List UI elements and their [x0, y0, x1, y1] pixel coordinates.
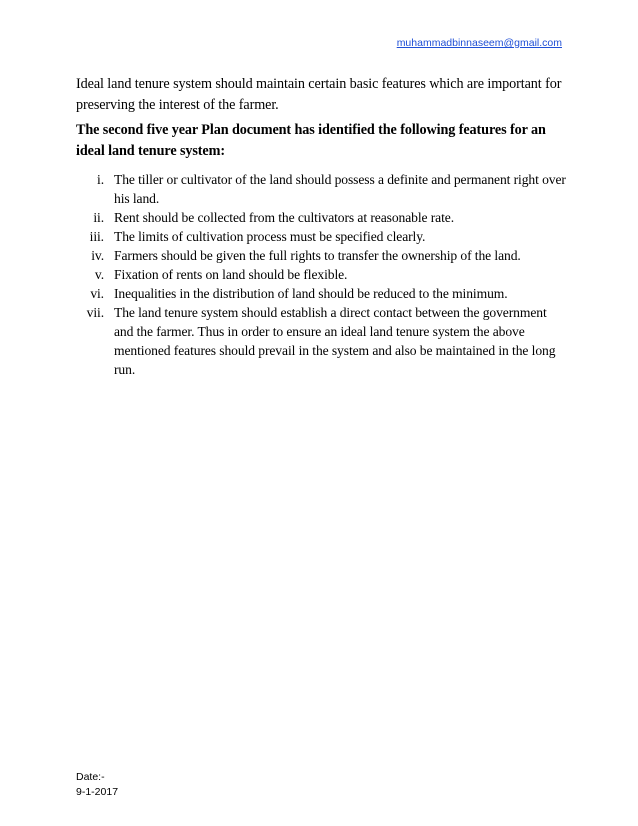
list-item-text: The tiller or cultivator of the land should possess a definite and permanent right over his land.	[114, 172, 566, 206]
date-value: 9-1-2017	[76, 786, 119, 798]
list-item	[76, 227, 566, 246]
list-item	[76, 246, 566, 265]
list-item-numeral: ii.	[93, 210, 104, 225]
list-item-text: The limits of cultivation process must be specified clearly.	[114, 229, 426, 244]
list-item-numeral: i.	[97, 172, 104, 187]
features-list	[76, 170, 566, 379]
intro-paragraph: Ideal land tenure system should maintain certain basic features which are important for preserving the interest of the farmer.	[76, 76, 562, 113]
list-item	[76, 303, 566, 379]
list-item-numeral: v.	[94, 267, 104, 282]
date-label: Date:-	[76, 771, 105, 783]
list-item-text: Farmers should be given the full rights to transfer the ownership of the land.	[114, 248, 521, 263]
list-item-text: Inequalities in the distribution of land should be reduced to the minimum.	[114, 286, 508, 301]
list-item-text: The land tenure system should establish a direct contact between the government and the farmer. Thus in order to ensure an ideal land tenure system the above mentioned features should prevail in the system and also be maintained in the long run.	[114, 305, 556, 377]
list-item-numeral: vi.	[90, 286, 104, 301]
features-heading: The second five year Plan document has identified the following features for an ideal land tenure system:	[76, 122, 546, 159]
list-item	[76, 265, 566, 284]
page-footer	[76, 770, 118, 800]
list-item	[76, 284, 566, 303]
list-item	[76, 208, 566, 227]
document-body	[76, 74, 566, 379]
list-item-numeral: vii.	[86, 305, 104, 320]
author-email-link[interactable]: muhammadbinnaseem@gmail.com	[396, 37, 562, 49]
list-item-text: Fixation of rents on land should be flexible.	[114, 267, 348, 282]
list-item-numeral: iv.	[91, 248, 104, 263]
list-item	[76, 170, 566, 208]
list-item-text: Rent should be collected from the cultivators at reasonable rate.	[114, 210, 455, 225]
list-item-numeral: iii.	[89, 229, 104, 244]
